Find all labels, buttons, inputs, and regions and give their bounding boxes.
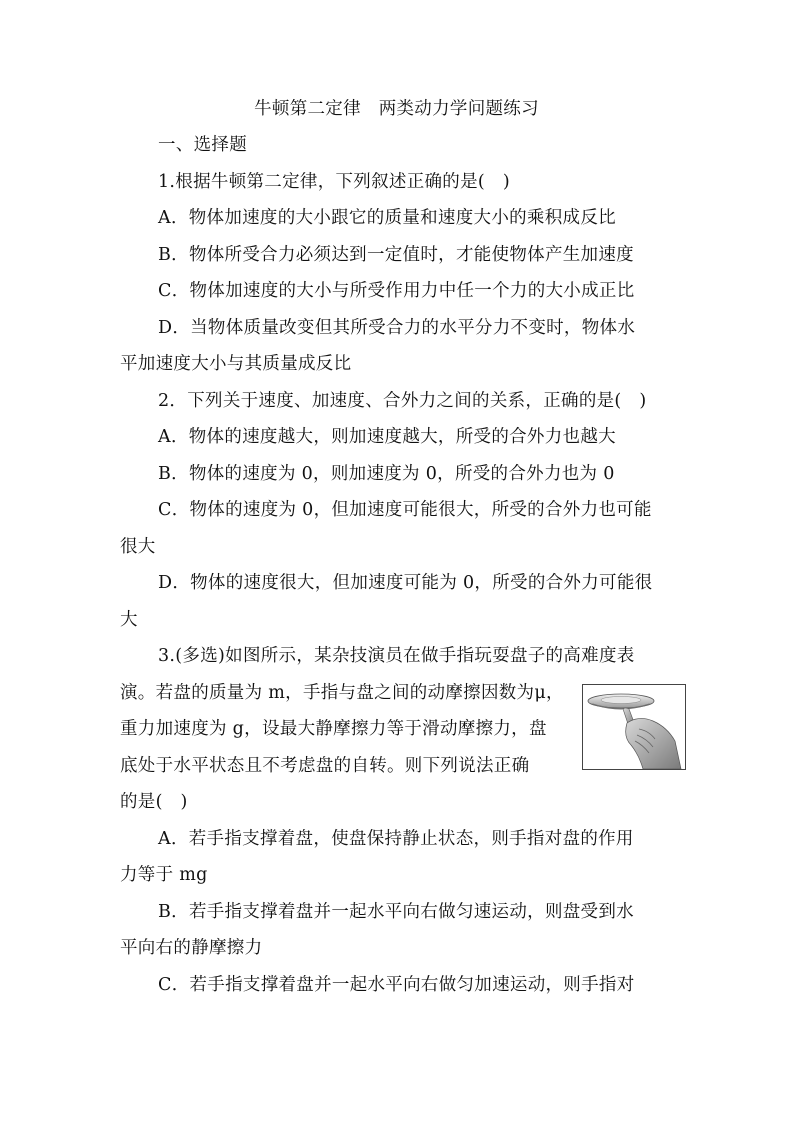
hand-plate-icon bbox=[583, 685, 685, 769]
q2-option-a: A．物体的速度越大，则加速度越大，所受的合外力也越大 bbox=[158, 427, 616, 447]
q1-option-a: A．物体加速度的大小跟它的质量和速度大小的乘积成反比 bbox=[158, 208, 616, 228]
q2-option-c: C．物体的速度为 0，但加速度可能很大，所受的合外力也可能 bbox=[158, 500, 652, 520]
q2-option-d-cont: 大 bbox=[120, 610, 138, 630]
q3-option-a-cont: 力等于 mg bbox=[120, 865, 208, 885]
q1-option-d-cont: 平加速度大小与其质量成反比 bbox=[120, 354, 352, 374]
q3-stem-4: 底处于水平状态且不考虑盘的自转。则下列说法正确 bbox=[120, 756, 530, 776]
q3-option-b-cont: 平向右的静摩擦力 bbox=[120, 938, 263, 958]
q1-stem: 1.根据牛顿第二定律，下列叙述正确的是( ) bbox=[158, 172, 510, 192]
q3-stem-3: 重力加速度为 g，设最大静摩擦力等于滑动摩擦力，盘 bbox=[120, 719, 547, 739]
q3-stem: 3.(多选)如图所示，某杂技演员在做手指玩耍盘子的高难度表 bbox=[158, 646, 635, 666]
page-title: 牛顿第二定律 两类动力学问题练习 bbox=[254, 99, 539, 119]
q1-option-c: C．物体加速度的大小与所受作用力中任一个力的大小成正比 bbox=[158, 281, 635, 301]
hand-plate-figure bbox=[582, 684, 686, 770]
q3-option-c: C．若手指支撑着盘并一起水平向右做匀加速运动，则手指对 bbox=[158, 975, 635, 995]
q3-option-a: A．若手指支撑着盘，使盘保持静止状态，则手指对盘的作用 bbox=[158, 829, 634, 849]
q2-option-c-cont: 很大 bbox=[120, 537, 156, 557]
q2-option-d: D．物体的速度很大，但加速度可能为 0，所受的合外力可能很 bbox=[158, 573, 653, 593]
q3-option-b: B．若手指支撑着盘并一起水平向右做匀速运动，则盘受到水 bbox=[158, 902, 634, 922]
q1-option-b: B．物体所受合力必须达到一定值时，才能使物体产生加速度 bbox=[158, 245, 634, 265]
q2-option-b: B．物体的速度为 0，则加速度为 0，所受的合外力也为 0 bbox=[158, 464, 615, 484]
q3-stem-5: 的是( ) bbox=[120, 792, 188, 812]
section-heading: 一、选择题 bbox=[158, 135, 247, 155]
q1-option-d: D．当物体质量改变但其所受合力的水平分力不变时，物体水 bbox=[158, 318, 636, 338]
q3-stem-2: 演。若盘的质量为 m，手指与盘之间的动摩擦因数为μ， bbox=[120, 683, 564, 703]
q2-stem: 2．下列关于速度、加速度、合外力之间的关系，正确的是( ) bbox=[158, 391, 647, 411]
